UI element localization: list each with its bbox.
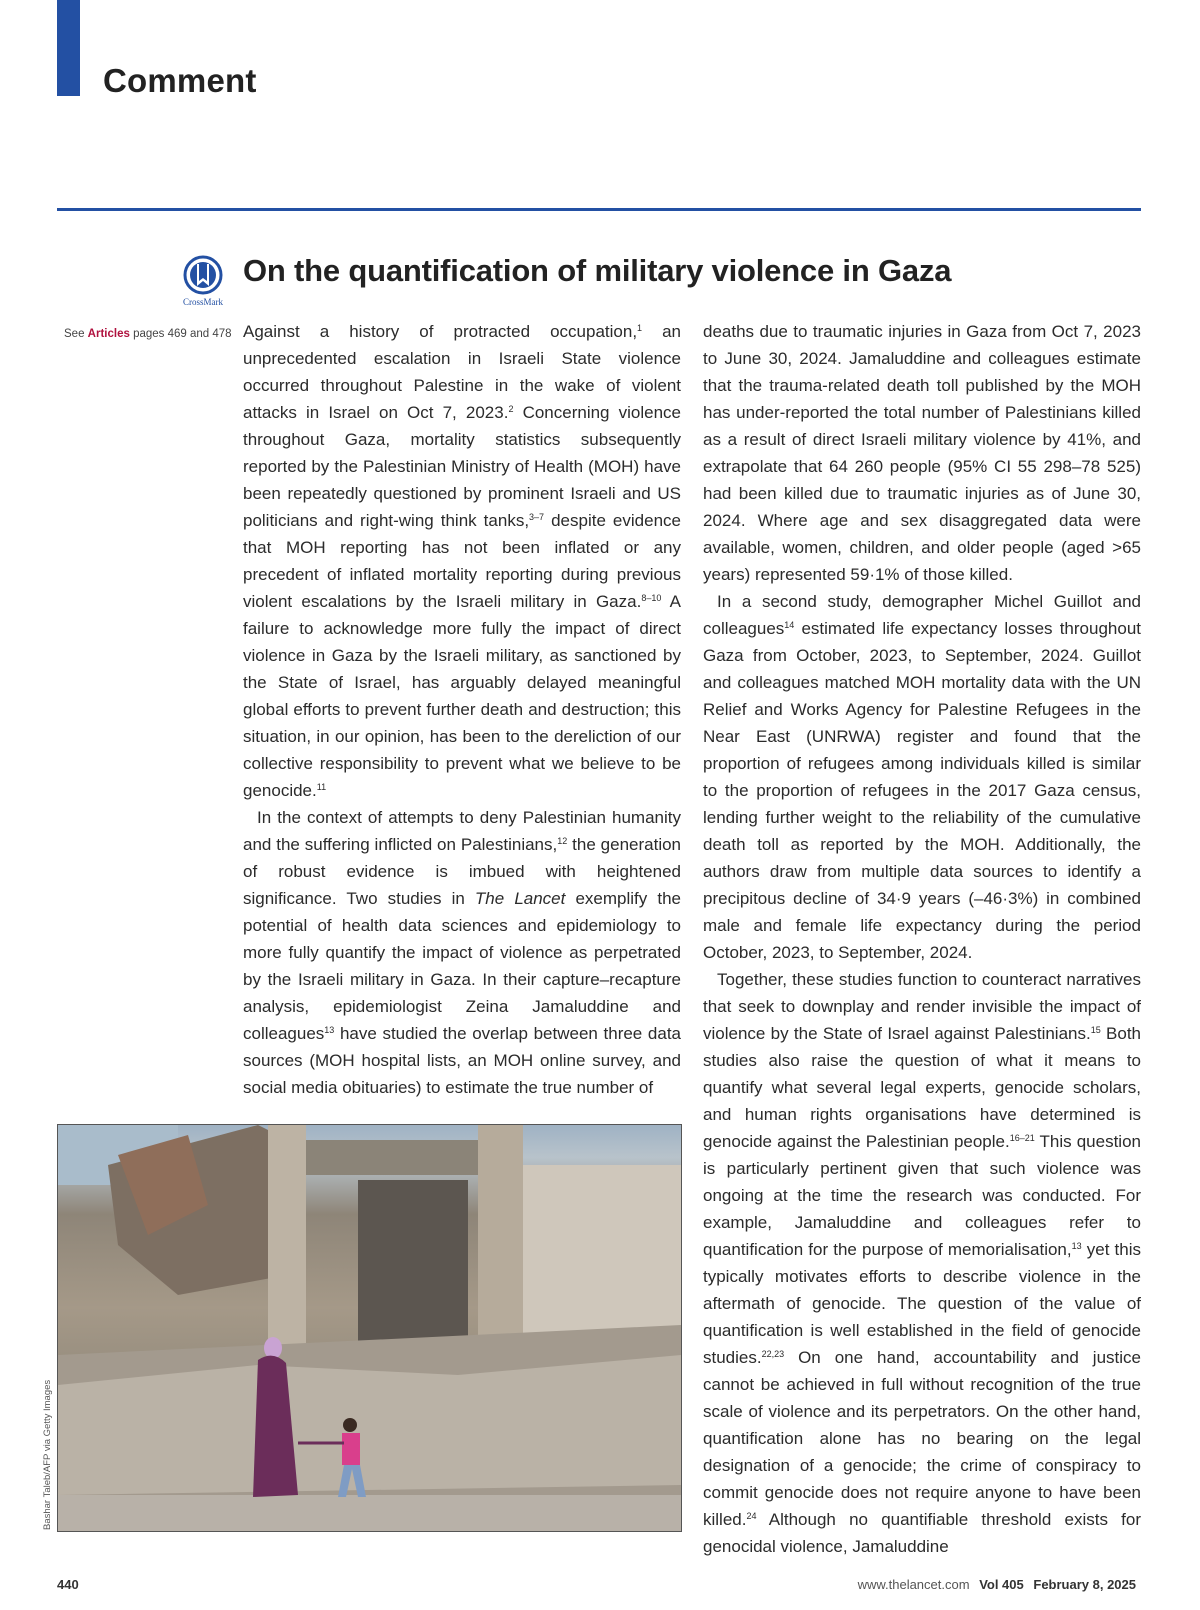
section-accent-bar <box>57 0 80 96</box>
volume: Vol 405 <box>979 1577 1024 1592</box>
paragraph: deaths due to traumatic injuries in Gaza from Oct 7, 2023 to June 30, 2024. Jamaluddine and colleagues estimate that the trauma-related death toll published by the MOH has under-reported the total number of Palestinians killed as a result of direct Israeli military violence by 41%, and extrapolate that 64 260 people (95% CI 55 298–78 525) had been killed due to traumatic injuries as of June 30, 2024. Where age and sex disaggregated data were available, women, children, and older people (aged >65 years) represented 59·1% of those killed. <box>703 322 1141 584</box>
footer-info <box>858 1577 1136 1592</box>
crossmark-label: CrossMark <box>183 297 223 307</box>
crossmark-badge[interactable] <box>180 255 226 307</box>
issue-date: February 8, 2025 <box>1033 1577 1136 1592</box>
body-column-right <box>703 318 1141 1560</box>
photo-credit: Bashar Taleb/AFP via Getty Images <box>42 1379 53 1530</box>
see-also-pages: pages 469 and 478 <box>133 328 232 340</box>
see-also-prefix: See <box>64 328 85 340</box>
article-title: On the quantification of military violence in Gaza <box>243 253 952 288</box>
website-link[interactable]: www.thelancet.com <box>857 1577 970 1592</box>
paragraph: In a second study, demographer Michel Guillot and colleagues$^{14}$ estimated life expectancy losses throughout Gaza from October, 2023, to September, 2024. Guillot and colleagues matched MOH mortality data with the UN Relief and Works Agency for Palestine Refugees in the Near East (UNRWA) register and found that the proportion of refugees among individuals killed is similar to the proportion of refugees in the 2017 Gaza census, lending further weight to the reliability of the cumulative death toll as reported by the MOH. Additionally, the authors draw from multiple data sources to identify a precipitous decline of 34·9 years (–46·3%) in combined male and female life expectancy during the period October, 2023, to September, 2024. <box>703 592 1141 962</box>
section-heading: Comment <box>103 62 257 99</box>
crossmark-icon <box>183 255 223 295</box>
paragraph: Against a history of protracted occupation,$^1$ an unprecedented escalation in Israeli State violence occurred throughout Palestine in the wake of violent attacks in Israel on Oct 7, 2023.$^2$ Concerning violence throughout Gaza, mortality statistics subsequently reported by the Palestinian Ministry of Health (MOH) have been repeatedly questioned by prominent Israeli and US politicians and right-wing think tanks,$^{3-7}$ despite evidence that MOH reporting has not been inflated or any precedent of inflated mortality reporting during previous violent escalations by the Israeli military in Gaza.$^{8-10}$ A failure to acknowledge more fully the impact of direct violence in Gaza by the Israeli military, as sanctioned by the State of Israel, has arguably delayed meaningful global efforts to prevent further death and destruction; this situation, in our opinion, has been to the dereliction of our collective responsibility to prevent what we believe to be genocide.$^{11}$ <box>243 322 681 800</box>
article-photo <box>57 1124 682 1532</box>
rubble-scene-image <box>58 1125 681 1531</box>
paragraph: Together, these studies function to counteract narratives that seek to downplay and render invisible the impact of violence by the State of Israel against Palestinians.$^{15}$ Both studies also raise the question of what it means to quantify what several legal experts, genocide scholars, and human rights organisations have determined is genocide against the Palestinian people.$^{16-21}$ This question is particularly pertinent given that such violence was ongoing at the time the research was conducted. For example, Jamaluddine and colleagues refer to quantification for the purpose of memorialisation,$^{13}$ yet this typically motivates efforts to describe violence in the aftermath of genocide. The question of the value of quantification is well established in the field of genocide studies.$^{22,23}$ On one hand, accountability and justice cannot be achieved in full without recognition of the true scale of violence and its perpetrators. On the other hand, quantification alone has no bearing on the legal designation of a genocide; the crime of conspiracy to commit genocide does not require anyone to have been killed.$^{24}$ Although no quantifiable threshold exists for genocidal violence, Jamaluddine <box>703 970 1142 1556</box>
page-number: 440 <box>57 1577 79 1592</box>
see-also-note <box>64 328 232 340</box>
header-rule <box>57 208 1141 211</box>
articles-link[interactable]: Articles <box>87 328 130 340</box>
paragraph: In the context of attempts to deny Palestinian humanity and the suffering inflicted on Palestinians,$^{12}$ the generation of robust evidence is imbued with heightened significance. Two studies in The Lancet exemplify the potential of health data sciences and epidemiology to more fully quantify the impact of violence as perpetrated by the Israeli military in Gaza. In their capture–recapture analysis, epidemiologist Zeina Jamaluddine and colleagues$^{13}$ have studied the overlap between three data sources (MOH hospital lists, an MOH online survey, and social media obituaries) to estimate the true number of <box>243 808 682 1097</box>
body-column-left <box>243 318 681 1101</box>
